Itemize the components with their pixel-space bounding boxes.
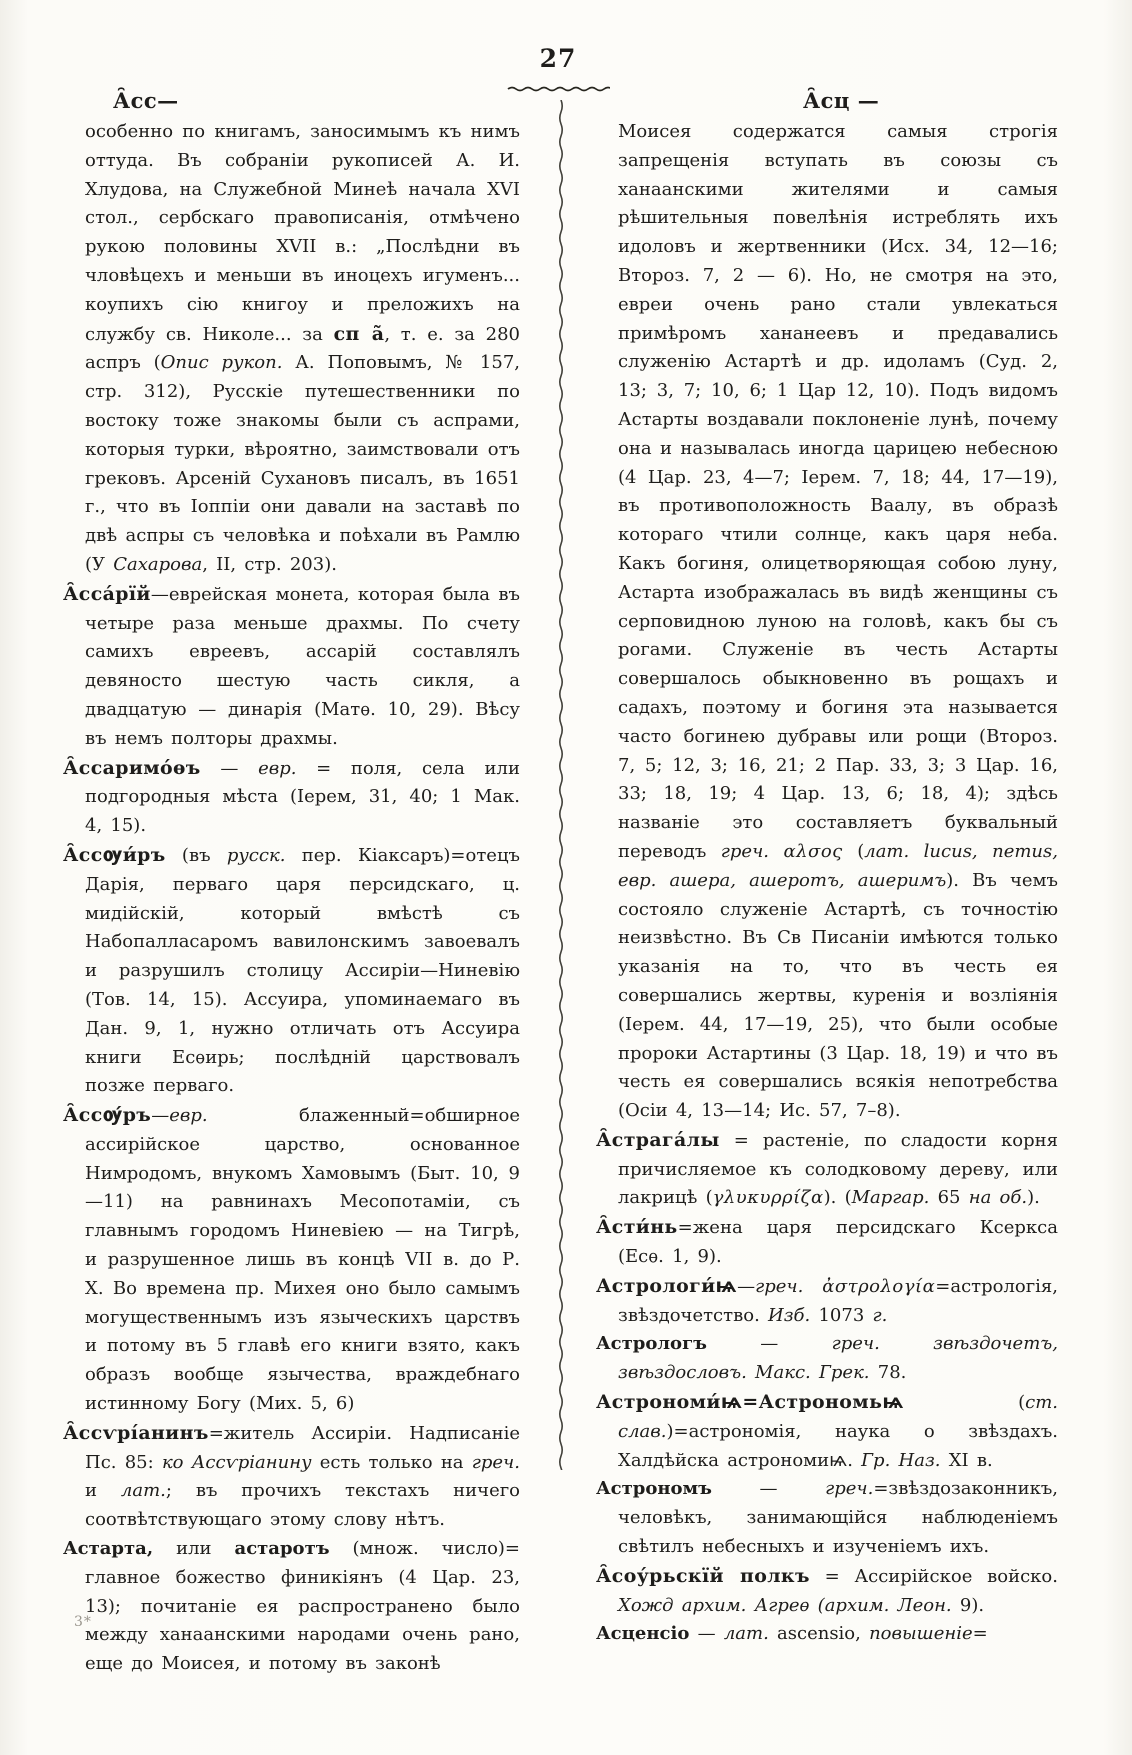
text-run: ). ( (823, 1187, 852, 1209)
text-run: повышеніе (869, 1623, 973, 1645)
text-run: и (85, 1480, 121, 1502)
text-run: (множ. число)= главное божество финикіянъ (4 Цар. 23, 13); почитаніе ея распространено было между ханаанскими народами очень рано, еще до Моисея, и потому въ законѣ (85, 1538, 521, 1675)
text-run: греч. (720, 840, 769, 862)
headword: сп а̃ (333, 322, 385, 345)
text-run: 9). (951, 1594, 985, 1616)
text-run: пер. Кіаксаръ)=отецъ Дарія, перваго царя персидскаго, ц. мидійскій, который вмѣстѣ съ Набопалласаромъ вавилонскимъ завоевалъ и разрушилъ столицу Ассиріи—Ниневію (Тов. 14, 15). Ассуира, упоминаемаго въ Дан. 9, 1, нужно отличать отъ Ассуира книги Есѳирь; послѣдній царствовалъ позже перваго. (85, 844, 520, 1097)
continuation-paragraph-astarta (618, 118, 1058, 1126)
text-run: =жена царя персидскаго Ксеркса (Есѳ. 1, 9). (618, 1217, 1058, 1268)
left-column (63, 118, 520, 1679)
headword: А̑ссѹ́ръ (63, 1104, 152, 1127)
text-run: = Ассирійское войско. (809, 1565, 1058, 1587)
text-run: ἀστρολογία (822, 1275, 936, 1297)
text-run: лат. (120, 1480, 166, 1502)
right-column (596, 118, 1058, 1649)
text-run: русск. (226, 844, 286, 866)
text-run: Хожд архим. Агреѳ (архим. Леон. (618, 1594, 952, 1616)
text-run: — (706, 1333, 832, 1355)
text-run: =житель Ассиріи. Надписаніе Пс. 85: (85, 1422, 520, 1473)
text-run: Гр. Наз. (861, 1449, 941, 1471)
text-run: αλσος (783, 840, 843, 862)
entry-astarta (63, 1535, 521, 1679)
text-run: на об. (968, 1187, 1028, 1209)
text-run: блаженный=обширное ассирійское царство, основанное Нимродомъ, внукомъ Хамовымъ (Быт. 10, 9—11) на равнинахъ Месопотаміи, съ главнымъ городомъ Ниневіею — на Тигрѣ, и разрушенное лишь въ концѣ VII в. до Р. Х. Во времена пр. Михея оно было самымъ могущественнымъ изъ языческихъ царствъ и потому въ 5 главѣ его книги взято, какъ образъ вообще язычества, враждебнаго истинному Богу (Мих. 5, 6) (85, 1105, 520, 1415)
text-run: — (712, 1478, 826, 1500)
text-run: = растеніе, по сладости корня причисляемое къ солодковому дереву, или лакрицѣ ( (618, 1129, 1058, 1209)
text-run: греч. (825, 1478, 874, 1500)
text-run: греч. (471, 1451, 520, 1473)
text-run: —еврейская монета, которая была въ четыре раза меньше драхмы. По счету самихъ евреевъ, ассарій составлялъ девяносто шестую часть сикля, а двадцатую — динарія (Матѳ. 10, 29). Вѣсу въ немъ полторы драхмы. (85, 583, 520, 749)
continuation-paragraph-aspr (85, 118, 520, 580)
entry-assuir (63, 841, 520, 1101)
entry-assarimof (63, 754, 520, 841)
headword: А̑ссѹи́ръ (63, 843, 166, 866)
entry-astronomia (596, 1388, 1058, 1475)
text-run: лат. (723, 1623, 769, 1645)
text-run: Моисея содержатся самыя строгія запрещенія вступать въ союзы съ ханаанскими жителями и самыя рѣшительныя повелѣнія истреблять ихъ идоловъ и жертвенники (Исх. 34, 12—16; Второз. 7, 2 — 6). Но, не смотря на это, евреи очень рано стали увлекаться примѣромъ хананеевъ и предавались служенію Астартѣ и др. идоламъ (Суд. 2, 13; 3, 7; 10, 6; 1 Цар 12, 10). Подъ видомъ Астарты воздавали поклоненіе лунѣ, почему она и называлась иногда царицею небесною (4 Цар. 23, 4—7; Іерем. 7, 18; 44, 17—19), въ противоположность Ваалу, въ образѣ котораго чтили солнце, какъ царя неба. Какъ богиня, олицетворяющая собою луну, Астарта изображалась въ видѣ женщины съ серповидною луною на головѣ, какъ бы съ рогами. Служеніе въ честь Астарты совершалось обыкновенно въ рощахъ и садахъ, поэтому и богиня эта называется часто богинею дубравы или рощи (Второз. 7, 5; 12, 3; 16, 21; 2 Пар. 33, 3; 3 Цар. 16, 33; 18, 19; 4 Цар. 13, 6; 18, 4); здѣсь названіе это составляетъ буквальный переводъ (618, 121, 1058, 862)
text-run: Маргар. (851, 1187, 930, 1209)
page-number: 27 (539, 44, 577, 73)
text-run: греч. звѣздочетъ, звѣздословъ. Макс. Грек. (618, 1333, 1058, 1384)
headword: А̑соу́рьскїй полкъ (596, 1564, 810, 1587)
text-run: =астрологія, звѣздочетство. (618, 1275, 1058, 1326)
text-run: ). Въ чемъ состояло служеніе Астартѣ, съ точностію неизвѣстно. Въ Св Писаніи имѣются только указанія на то, что въ честь ея совершались жертвы, куренія и возліянія (Іерем. 44, 17—19, 25), что были особые пророки Астартины (3 Цар. 18, 19) и что въ честь ея совершались всякія непотребства (Осіи 4, 13—14; Ис. 57, 7–8). (618, 869, 1059, 1122)
text-run: ( (903, 1392, 1026, 1414)
text-run (803, 1276, 822, 1297)
text-run: есть только на (311, 1451, 472, 1473)
headword: Астрономъ (596, 1478, 712, 1500)
text-run: Опис рукоп. (160, 352, 283, 374)
headword: астаротъ (234, 1538, 330, 1560)
text-run: 65 (929, 1187, 969, 1209)
headword: А̑страга́лы (596, 1128, 720, 1151)
text-run: (въ (165, 844, 227, 866)
text-run: — (200, 757, 259, 779)
text-run: , II, стр. 203). (202, 553, 337, 575)
text-run: Изб. (768, 1304, 811, 1326)
entry-astrologia (596, 1272, 1058, 1331)
text-run: ascensio, (768, 1623, 870, 1645)
entry-astrolog (596, 1330, 1058, 1388)
text-run: ко Ассѵріанину (161, 1451, 312, 1473)
text-run: ст. слав. (618, 1392, 1058, 1442)
text-run: — (689, 1623, 724, 1645)
headword: А̑ссѵрі́анинъ (63, 1421, 209, 1444)
text-run: евр. (169, 1105, 208, 1127)
text-run: ; въ прочихъ текстахъ ничего соотвѣтствующаго этому слову нѣтъ. (85, 1480, 520, 1531)
entry-assirianin (63, 1419, 520, 1535)
headword: А̑ссаримо́ѳъ (63, 756, 201, 779)
text-run: г. (872, 1304, 888, 1326)
text-run: лат. lucus, nemus, (864, 840, 1058, 862)
entry-astin (596, 1213, 1058, 1272)
text-run: γλυκυρρίζα (712, 1187, 824, 1209)
text-run: — (151, 1105, 170, 1127)
text-run: Сахарова (113, 553, 203, 575)
text-run: греч. (755, 1275, 804, 1297)
text-run: евр. (258, 757, 297, 779)
text-run: евр. ашера, ашеротъ, ашеримъ (618, 869, 947, 891)
text-run: или (153, 1538, 235, 1560)
entry-astronom (596, 1475, 1058, 1561)
text-run: особенно по книгамъ, заносимымъ къ нимъ оттуда. Въ собраніи рукописей А. И. Хлудова, на Служебной Минеѣ начала XVI стол., сербскаго правописанія, отмѣчено рукою половины XVII в.: „Послѣдни въ чловѣцехъ и меньши въ иноцехъ игуменъ... коупихъ сію книгоу и преложихъ на службу св. Николе... за (85, 121, 520, 345)
running-head-right: А̑сц — (803, 88, 880, 113)
text-run: =звѣздозаконникъ, человѣкъ, занимающійся наблюденіемъ свѣтилъ небесныхъ и изученіемъ ихъ. (618, 1478, 1058, 1558)
entry-astragaly (596, 1126, 1058, 1213)
text-run: XI в. (940, 1449, 993, 1471)
headword: Астарта, (63, 1538, 154, 1560)
text-run (769, 841, 783, 862)
text-run: 78. (869, 1362, 907, 1384)
text-run: ). (1027, 1187, 1040, 1209)
text-run: А. Поповымъ, № 157, стр. 312), Русскіе путешественники по востоку тоже знакомы были съ аспрами, которыя турки, вѣроятно, заимствовали отъ грековъ. Арсеній Сухановъ писалъ, въ 1651 г., что въ Іоппіи они давали на заставѣ по двѣ аспры съ человѣка и поѣхали въ Рамлю (У (85, 352, 521, 575)
headword: Астрологи́ѩ (596, 1274, 738, 1297)
text-run: )=астрономія, наука о звѣздахъ. Халдѣйска астрономиѩ. (618, 1420, 1058, 1471)
text-run: ( (842, 840, 865, 862)
headword: Астрономи́ѩ=Астрономьѩ (596, 1391, 904, 1414)
headword: А̑сти́нь (596, 1216, 678, 1239)
headword: А̑сса́рїй (63, 582, 151, 605)
headword: Астрологъ (596, 1333, 707, 1355)
text-run: = (972, 1623, 988, 1645)
entry-asurskij-polk (596, 1562, 1058, 1621)
text-run: , т. е. за 280 аспръ ( (85, 323, 520, 374)
text-run: 1073 (810, 1304, 873, 1326)
headword: Асценсіо (596, 1623, 690, 1645)
text-run: = поля, села или подгородныя мѣста (Іерем, 31, 40; 1 Мак. 4, 15). (85, 757, 520, 837)
entry-assarij (63, 580, 520, 754)
signature-mark: 3* (74, 1614, 92, 1630)
page-number-underline (506, 84, 610, 94)
entry-ascensio (596, 1620, 1058, 1649)
entry-assur (63, 1101, 520, 1419)
text-run: — (737, 1275, 756, 1297)
running-head-left: А̑сс— (113, 88, 179, 113)
column-divider-line (556, 100, 566, 1470)
